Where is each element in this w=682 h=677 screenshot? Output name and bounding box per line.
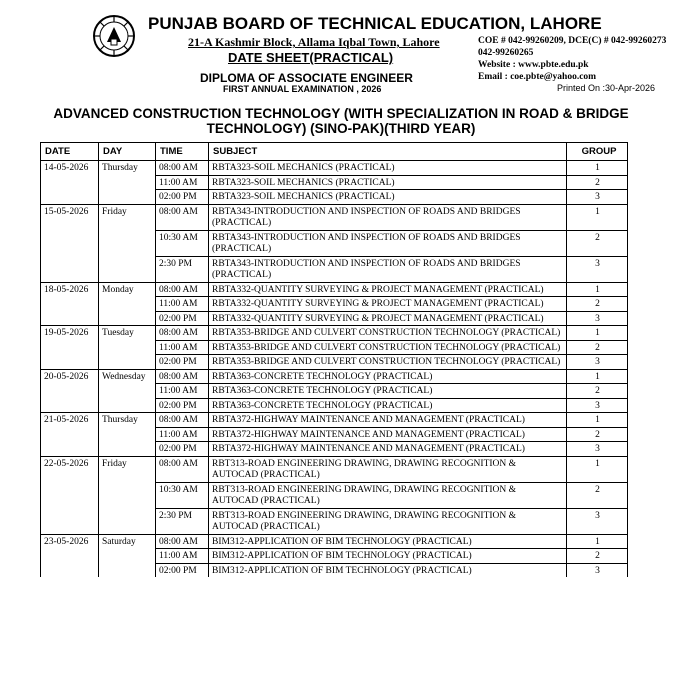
cell-group: 2 — [567, 340, 628, 355]
header-day: DAY — [99, 143, 156, 161]
cell-subject: RBT313-ROAD ENGINEERING DRAWING, DRAWING RECOGNITION & AUTOCAD (PRACTICAL) — [209, 456, 567, 482]
cell-subject: RBTA353-BRIDGE AND CULVERT CONSTRUCTION TECHNOLOGY (PRACTICAL) — [209, 355, 567, 370]
cell-date: 20-05-2026 — [41, 369, 99, 413]
cell-subject: BIM312-APPLICATION OF BIM TECHNOLOGY (PRACTICAL) — [209, 549, 567, 564]
printed-on: Printed On :30-Apr-2026 — [557, 83, 656, 93]
cell-subject: RBTA323-SOIL MECHANICS (PRACTICAL) — [209, 161, 567, 176]
cell-group: 3 — [567, 311, 628, 326]
cell-day: Saturday — [99, 534, 156, 577]
cell-subject: BIM312-APPLICATION OF BIM TECHNOLOGY (PRACTICAL) — [209, 534, 567, 549]
cell-time: 08:00 AM — [156, 534, 209, 549]
cell-subject: RBT313-ROAD ENGINEERING DRAWING, DRAWING RECOGNITION & AUTOCAD (PRACTICAL) — [209, 482, 567, 508]
cell-date: 23-05-2026 — [41, 534, 99, 577]
course-title-line2: TECHNOLOGY) (SINO-PAK)(THIRD YEAR) — [206, 121, 476, 136]
header-date: DATE — [41, 143, 99, 161]
cell-subject: RBTA372-HIGHWAY MAINTENANCE AND MANAGEMENT (PRACTICAL) — [209, 413, 567, 428]
cell-time: 02:00 PM — [156, 311, 209, 326]
cell-subject: RBTA332-QUANTITY SURVEYING & PROJECT MANAGEMENT (PRACTICAL) — [209, 297, 567, 312]
cell-group: 2 — [567, 297, 628, 312]
cell-group: 3 — [567, 442, 628, 457]
cell-group: 1 — [567, 456, 628, 482]
cell-group: 3 — [567, 508, 628, 534]
cell-subject: RBTA353-BRIDGE AND CULVERT CONSTRUCTION TECHNOLOGY (PRACTICAL) — [209, 340, 567, 355]
cell-subject: RBTA332-QUANTITY SURVEYING & PROJECT MANAGEMENT (PRACTICAL) — [209, 282, 567, 297]
cell-time: 11:00 AM — [156, 175, 209, 190]
cell-date: 14-05-2026 — [41, 161, 99, 205]
organization-title: PUNJAB BOARD OF TECHNICAL EDUCATION, LAHORE — [148, 14, 602, 33]
cell-time: 2:30 PM — [156, 256, 209, 282]
cell-time: 11:00 AM — [156, 340, 209, 355]
cell-group: 2 — [567, 230, 628, 256]
cell-time: 08:00 AM — [156, 161, 209, 176]
cell-time: 11:00 AM — [156, 297, 209, 312]
exam-title: FIRST ANNUAL EXAMINATION , 2026 — [223, 84, 382, 94]
cell-time: 02:00 PM — [156, 190, 209, 205]
cell-group: 2 — [567, 482, 628, 508]
cell-subject: RBTA353-BRIDGE AND CULVERT CONSTRUCTION TECHNOLOGY (PRACTICAL) — [209, 326, 567, 341]
cell-group: 2 — [567, 549, 628, 564]
cell-subject: RBT313-ROAD ENGINEERING DRAWING, DRAWING RECOGNITION & AUTOCAD (PRACTICAL) — [209, 508, 567, 534]
cell-time: 11:00 AM — [156, 384, 209, 399]
cell-day: Thursday — [99, 413, 156, 457]
table-row — [41, 369, 628, 384]
cell-time: 08:00 AM — [156, 369, 209, 384]
cell-group: 1 — [567, 326, 628, 341]
diploma-title: DIPLOMA OF ASSOCIATE ENGINEER — [200, 71, 413, 85]
cell-time: 08:00 AM — [156, 456, 209, 482]
email: Email : coe.pbte@yahoo.com — [478, 72, 597, 82]
cell-subject: RBTA372-HIGHWAY MAINTENANCE AND MANAGEMENT (PRACTICAL) — [209, 442, 567, 457]
cell-day: Monday — [99, 282, 156, 326]
cell-group: 2 — [567, 175, 628, 190]
cell-subject: RBTA323-SOIL MECHANICS (PRACTICAL) — [209, 190, 567, 205]
header-time: TIME — [156, 143, 209, 161]
cell-group: 1 — [567, 204, 628, 230]
cell-day: Tuesday — [99, 326, 156, 370]
cell-subject: RBTA363-CONCRETE TECHNOLOGY (PRACTICAL) — [209, 384, 567, 399]
cell-date: 22-05-2026 — [41, 456, 99, 534]
cell-day: Friday — [99, 204, 156, 282]
course-title — [36, 106, 646, 136]
cell-group: 3 — [567, 256, 628, 282]
cell-time: 11:00 AM — [156, 549, 209, 564]
cell-group: 3 — [567, 190, 628, 205]
table-row — [41, 161, 628, 176]
cell-time: 10:30 AM — [156, 482, 209, 508]
date-sheet-table — [40, 142, 628, 577]
cell-day: Friday — [99, 456, 156, 534]
table-row — [41, 282, 628, 297]
cell-group: 2 — [567, 384, 628, 399]
cell-subject: RBTA372-HIGHWAY MAINTENANCE AND MANAGEMENT (PRACTICAL) — [209, 427, 567, 442]
table-row — [41, 413, 628, 428]
table-row — [41, 534, 628, 549]
coe-phone: COE # 042-99260209, DCE(C) # 042-99260273 — [478, 36, 667, 46]
cell-time: 10:30 AM — [156, 230, 209, 256]
fax-number: 042-99260265 — [478, 48, 534, 58]
cell-group: 3 — [567, 398, 628, 413]
table-row — [41, 456, 628, 482]
cell-group: 1 — [567, 282, 628, 297]
cell-subject: BIM312-APPLICATION OF BIM TECHNOLOGY (PRACTICAL) — [209, 563, 567, 577]
cell-time: 02:00 PM — [156, 442, 209, 457]
cell-time: 08:00 AM — [156, 282, 209, 297]
cell-time: 02:00 PM — [156, 398, 209, 413]
organization-address: 21-A Kashmir Block, Allama Iqbal Town, Lahore — [188, 35, 440, 49]
pbte-emblem-icon — [92, 14, 136, 58]
cell-time: 08:00 AM — [156, 204, 209, 230]
cell-group: 1 — [567, 534, 628, 549]
cell-group: 1 — [567, 413, 628, 428]
cell-group: 1 — [567, 161, 628, 176]
table-row — [41, 204, 628, 230]
header-subject: SUBJECT — [209, 143, 567, 161]
cell-group: 3 — [567, 355, 628, 370]
date-sheet-title: DATE SHEET(PRACTICAL) — [228, 50, 394, 65]
cell-subject: RBTA363-CONCRETE TECHNOLOGY (PRACTICAL) — [209, 369, 567, 384]
cell-time: 08:00 AM — [156, 326, 209, 341]
cell-time: 02:00 PM — [156, 563, 209, 577]
cell-time: 2:30 PM — [156, 508, 209, 534]
cell-subject: RBTA332-QUANTITY SURVEYING & PROJECT MANAGEMENT (PRACTICAL) — [209, 311, 567, 326]
website: Website : www.pbte.edu.pk — [478, 60, 589, 70]
course-title-line1: ADVANCED CONSTRUCTION TECHNOLOGY (WITH SPECIALIZATION IN ROAD & BRIDGE — [53, 106, 629, 121]
cell-day: Wednesday — [99, 369, 156, 413]
cell-group: 3 — [567, 563, 628, 577]
cell-date: 21-05-2026 — [41, 413, 99, 457]
cell-subject: RBTA343-INTRODUCTION AND INSPECTION OF ROADS AND BRIDGES (PRACTICAL) — [209, 204, 567, 230]
cell-subject: RBTA343-INTRODUCTION AND INSPECTION OF ROADS AND BRIDGES (PRACTICAL) — [209, 256, 567, 282]
cell-time: 08:00 AM — [156, 413, 209, 428]
table-row — [41, 326, 628, 341]
cell-subject: RBTA323-SOIL MECHANICS (PRACTICAL) — [209, 175, 567, 190]
cell-date: 18-05-2026 — [41, 282, 99, 326]
contact-block — [478, 35, 666, 83]
cell-group: 1 — [567, 369, 628, 384]
header-group: GROUP — [567, 143, 628, 161]
table-header-row — [41, 143, 628, 161]
cell-date: 19-05-2026 — [41, 326, 99, 370]
cell-subject: RBTA363-CONCRETE TECHNOLOGY (PRACTICAL) — [209, 398, 567, 413]
cell-time: 11:00 AM — [156, 427, 209, 442]
cell-subject: RBTA343-INTRODUCTION AND INSPECTION OF ROADS AND BRIDGES (PRACTICAL) — [209, 230, 567, 256]
cell-group: 2 — [567, 427, 628, 442]
cell-date: 15-05-2026 — [41, 204, 99, 282]
cell-time: 02:00 PM — [156, 355, 209, 370]
cell-day: Thursday — [99, 161, 156, 205]
